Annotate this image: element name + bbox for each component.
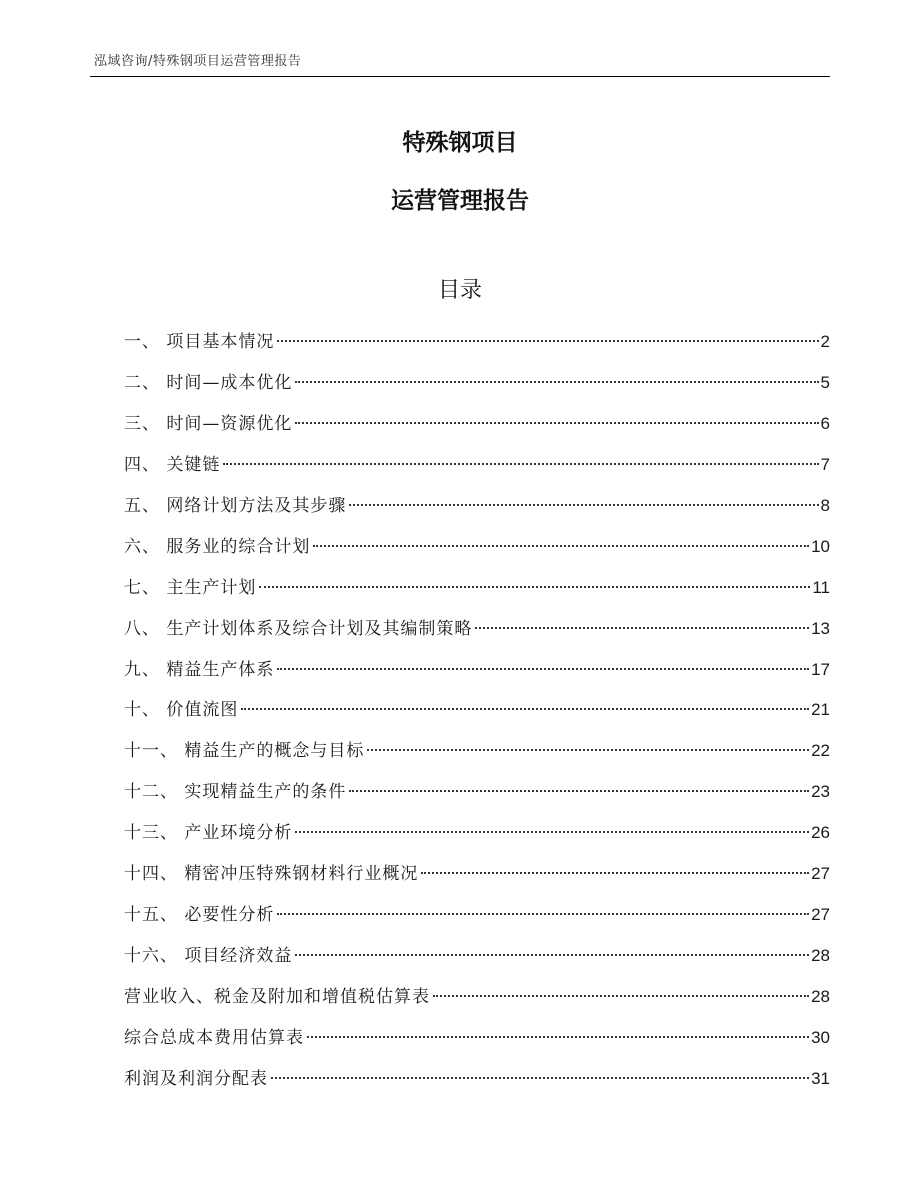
- toc-leader-dots: [277, 668, 809, 670]
- toc-entry-label: 十一、 精益生产的概念与目标: [124, 741, 365, 762]
- toc-entry[interactable]: [124, 404, 830, 445]
- toc-entry-page: 21: [811, 700, 830, 720]
- toc-entry[interactable]: [124, 322, 830, 363]
- toc-entry[interactable]: [124, 977, 830, 1018]
- toc-entry-page: 30: [811, 1027, 830, 1047]
- toc-leader-dots: [271, 1077, 809, 1079]
- toc-leader-dots: [295, 381, 818, 383]
- toc-entry[interactable]: [124, 363, 830, 404]
- toc-entry-page: 31: [811, 1068, 830, 1088]
- toc-leader-dots: [259, 586, 810, 588]
- toc-entry-label: 三、 时间—资源优化: [124, 413, 293, 434]
- toc-entry-label: 十、 价值流图: [124, 700, 239, 721]
- toc-entry[interactable]: [124, 650, 830, 691]
- toc-entry-page: 7: [820, 454, 830, 474]
- toc-entry-page: 26: [811, 823, 830, 843]
- toc-entry-label: 八、 生产计划体系及综合计划及其编制策略: [124, 618, 473, 639]
- toc-entry[interactable]: [124, 731, 830, 772]
- toc-entry[interactable]: [124, 568, 830, 609]
- toc-entry-page: 17: [811, 659, 830, 679]
- toc-entry[interactable]: [124, 527, 830, 568]
- toc-entry-page: 27: [811, 864, 830, 884]
- toc-entry-label: 营业收入、税金及附加和增值税估算表: [124, 987, 430, 1007]
- toc-entry-label: 利润及利润分配表: [124, 1068, 268, 1089]
- toc-leader-dots: [349, 790, 809, 792]
- toc-entry[interactable]: [124, 772, 830, 813]
- table-of-contents: [124, 322, 830, 1100]
- toc-leader-dots: [421, 872, 809, 874]
- toc-entry[interactable]: [124, 813, 830, 854]
- toc-leader-dots: [277, 913, 809, 915]
- toc-entry-label: 二、 时间—成本优化: [124, 372, 293, 393]
- toc-leader-dots: [295, 422, 818, 424]
- toc-entry-page: 2: [820, 332, 830, 351]
- toc-leader-dots: [241, 708, 809, 710]
- toc-entry[interactable]: [124, 609, 830, 650]
- toc-entry-label: 七、 主生产计划: [124, 577, 257, 598]
- toc-leader-dots: [433, 995, 809, 997]
- toc-entry-label: 十五、 必要性分析: [124, 905, 275, 926]
- toc-entry-page: 6: [820, 413, 830, 433]
- toc-entry-page: 5: [820, 372, 830, 392]
- running-header: 泓域咨询/特殊钢项目运营管理报告: [94, 54, 302, 69]
- toc-entry-page: 10: [811, 536, 830, 556]
- toc-entry-label: 十四、 精密冲压特殊钢材料行业概况: [124, 864, 419, 885]
- toc-entry-label: 十二、 实现精益生产的条件: [124, 782, 347, 803]
- toc-entry[interactable]: [124, 1059, 830, 1100]
- toc-leader-dots: [295, 831, 809, 833]
- toc-leader-dots: [367, 749, 809, 751]
- toc-entry-label: 十三、 产业环境分析: [124, 823, 293, 844]
- toc-entry-label: 五、 网络计划方法及其步骤: [124, 495, 347, 516]
- toc-heading: 目录: [437, 278, 482, 303]
- toc-entry-label: 综合总成本费用估算表: [124, 1027, 304, 1048]
- toc-entry-page: 8: [820, 495, 830, 515]
- toc-entry-page: 13: [811, 618, 830, 638]
- toc-entry-page: 11: [812, 577, 830, 597]
- toc-leader-dots: [313, 545, 809, 547]
- toc-entry[interactable]: [124, 936, 830, 977]
- toc-entry-page: 23: [811, 782, 830, 802]
- document-title-line-1: 特殊钢项目: [402, 130, 518, 156]
- toc-entry[interactable]: [124, 854, 830, 895]
- toc-leader-dots: [349, 504, 818, 506]
- toc-entry[interactable]: [124, 1018, 830, 1059]
- toc-entry-page: 22: [811, 741, 830, 761]
- toc-entry-label: 四、 关键链: [124, 454, 221, 475]
- toc-entry-label: 九、 精益生产体系: [124, 659, 275, 680]
- document-title-line-2: 运营管理报告: [391, 188, 529, 214]
- toc-leader-dots: [295, 954, 809, 956]
- toc-entry[interactable]: [124, 895, 830, 936]
- toc-entry-page: 28: [811, 987, 830, 1006]
- toc-entry-label: 十六、 项目经济效益: [124, 946, 293, 967]
- toc-entry-label: 一、 项目基本情况: [124, 332, 275, 352]
- toc-leader-dots: [475, 627, 809, 629]
- toc-entry-page: 28: [811, 946, 830, 966]
- toc-leader-dots: [277, 340, 818, 342]
- toc-entry[interactable]: [124, 445, 830, 486]
- header-divider: [90, 76, 830, 77]
- toc-entry-label: 六、 服务业的综合计划: [124, 536, 311, 557]
- toc-leader-dots: [307, 1036, 809, 1038]
- toc-leader-dots: [223, 463, 818, 465]
- toc-entry-page: 27: [811, 905, 830, 925]
- toc-entry[interactable]: [124, 486, 830, 527]
- toc-entry[interactable]: [124, 690, 830, 731]
